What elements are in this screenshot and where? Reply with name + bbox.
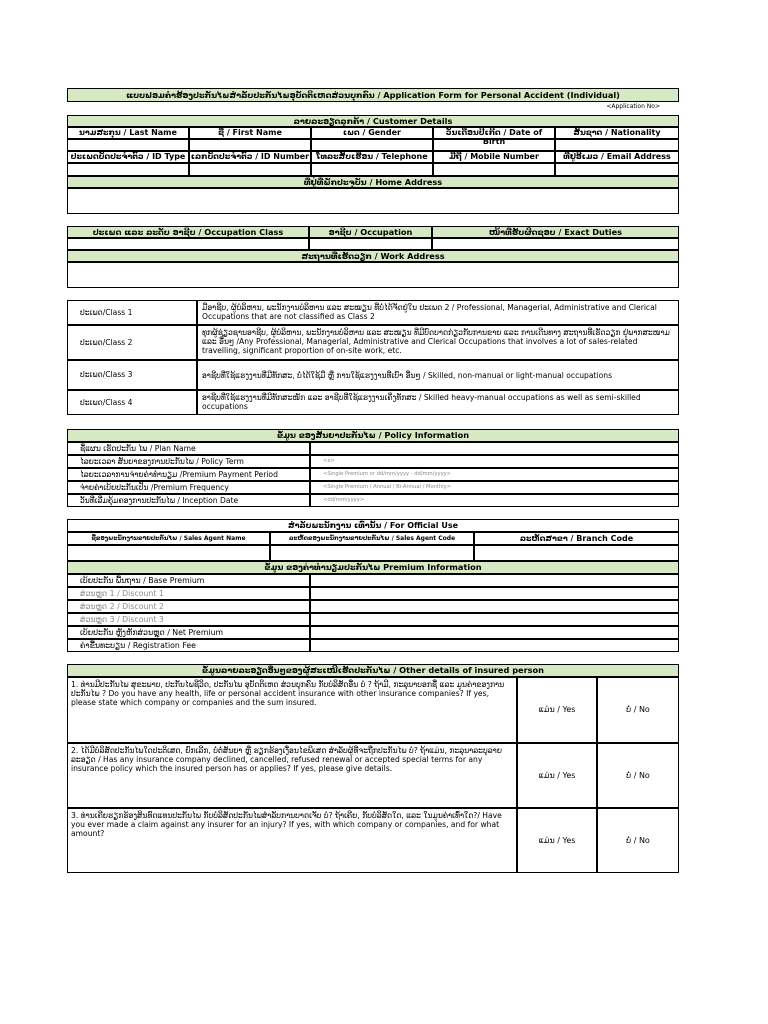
discount-3-field[interactable] (310, 613, 679, 626)
nationality-field[interactable] (555, 139, 679, 151)
dob-field[interactable] (433, 139, 555, 151)
branch-code-label: ລະຫັດສາຂາ / Branch Code (474, 532, 679, 545)
sales-agent-name-label: ຊື່ຂອງພະນັກງານຂາຍປະກັນໄພ / Sales Agent Name (67, 532, 270, 545)
class-2-description: ທຸກຜູ້ຊ່ຽວຊານອາຊີບ, ຜູ້ບໍລິຫານ, ພະນັກງານບໍລິຫານ ແລະ ສະໝຽນ ທີ່ມີບົດບາດກ່ຽວກັບການຂາຍ ແລະ ການເດີນທາງ ສະຖານທີ່ເຮັດວຽກ ຢູ່ພາກສະໜາມ ແລະ ອື່ນໆ /Any Professional, Managerial, Administrative and Clerical Occupations that involves a lot of sales-related travelling, significant proportion of on-site work, etc. (197, 325, 679, 360)
first-name-field[interactable] (189, 139, 311, 151)
question-2-yes[interactable]: ແມ່ນ / Yes (517, 743, 597, 808)
discount-1-label: ສ່ວນຫຼຸດ 1 / Discount 1 (67, 587, 310, 600)
class-4-description: ອາຊີບທີ່ໃຊ້ແຮງງານທີ່ມີທັກສະໜັກ ແລະ ອາຊີບທີ່ໃຊ້ແຮງງານເຄິ່ງທັກສະ / Skilled heavy-manual occupations as well as semi-skilled occupations (197, 390, 679, 415)
plan-name-field[interactable] (310, 442, 679, 455)
other-details-header: ຂໍ້ມູນລາຍລະອຽດອື່ນໆຂອງຜູ້ສະເໜີເຮັດປະກັນໄພ / Other details of insured person (67, 664, 679, 677)
nationality-label: ສັນຊາດ / Nationality (555, 127, 679, 139)
plan-name-label: ຊື່ແຜນ ເຮັດປະກັນ ໄພ / Plan Name (67, 442, 310, 455)
gender-label: ເພດ / Gender (311, 127, 433, 139)
policy-term-field[interactable]: <x> (310, 455, 679, 468)
occupation-class-label: ປະເພດ ແລະ ລະດັບ ອາຊີບ / Occupation Class (67, 226, 309, 238)
id-number-field[interactable] (189, 163, 311, 176)
home-address-label: ທີ່ຢູ່ທີ່ພັກປະຈຸບັນ / Home Address (67, 176, 679, 188)
policy-term-label: ໄລຍະເວລາ ສັນຍາຂອງການປະກັນໄພ / Policy Term (67, 455, 310, 468)
id-number-label: ເລກບັດປະຈຳຕົວ / ID Number (190, 152, 310, 161)
telephone-field[interactable] (311, 163, 433, 176)
discount-2-field[interactable] (310, 600, 679, 613)
work-address-field[interactable] (67, 262, 679, 288)
premium-information-header: ຂໍ້ມູນ ຂອງຄ່າທຳນຽມປະກັນໄພ Premium Information (67, 561, 679, 574)
class-2-label: ປະເພດ/Class 2 (67, 325, 197, 360)
gender-field[interactable] (311, 139, 433, 151)
premium-frequency-field[interactable]: <Single Premium / Annual / Bi-Annual / Monthly> (310, 481, 679, 494)
discount-1-field[interactable] (310, 587, 679, 600)
registration-fee-label: ຄ່າຂື້ນທະບຽນ / Registration Fee (67, 639, 310, 652)
sales-agent-code-field[interactable] (270, 545, 474, 561)
question-1: 1. ທ່ານມີປະກັນໄພ ສຸຂະພາບ, ປະກັນໄພຊີວິດ, ປະກັນໄພ ອຸບັດຕິເຫດ ສ່ວນບຸກຄົນ ກັບບໍລິສັດອື່ນ ບໍ ? ຖ້າມີ, ກະລຸນາບອກຊື່ ແລະ ມູນຄ່າຂອງການປະກັນໄພ ? Do you have any health, life or personal accident insurance with other insurance companies? If yes, please state which company or companies and the sum insured. (67, 677, 517, 743)
discount-3-label: ສ່ວນຫຼຸດ 3 / Discount 3 (67, 613, 310, 626)
question-3-no[interactable]: ບໍ່ / No (597, 808, 679, 873)
class-1-label: ປະເພດ/Class 1 (67, 300, 197, 325)
base-premium-label: ເບ້ຍປະກັນ ພື້ນຖານ / Base Premium (67, 574, 310, 587)
form-title: ແບບຟອມຄຳຮ້ອງປະກັນໄພສຳລັບປະກັນໄພອຸບັດຕິເຫດສ່ວນບຸກຄົນ / Application Form for Personal Accident (Individual) (67, 88, 679, 102)
question-2: 2. ໄດ້ມີບໍລິສັດປະກັນໄພໃດປະຕິເສດ, ຍົກເລີກ, ບໍ່ຕໍ່ສັນຍາ ຫຼື ຮຽກຮ້ອງເງື່ອນໄຂພິເສດ ສຳລັບຜູ້ທີ່ຈະຖືກປະກັນໄພ ບໍ? ຖ້າແມ່ນ, ກະລຸນາລະບຸລາຍລະອຽດ / Has any insurance company declined, cancelled, refused renewal or accepted special terms for any insurance policy which the insured person has or applies? If yes, please give details. (67, 743, 517, 808)
last-name-label: ນາມສະກຸນ / Last Name (67, 127, 189, 139)
sales-agent-name-field[interactable] (67, 545, 270, 561)
mobile-field[interactable] (433, 163, 555, 176)
inception-date-field[interactable]: <dd/mm/yyyy> (310, 494, 679, 507)
email-label: ທີ່ຢູ່ອີເມວ / Email Address (555, 151, 679, 163)
exact-duties-label: ໜ້າທີ່ຮັບຜິດຊອບ / Exact Duties (432, 226, 679, 238)
first-name-label: ຊື່ / First Name (189, 127, 311, 139)
policy-information-header: ຂໍ້ມູນ ຂອງສັນຍາປະກັນໄພ / Policy Information (67, 429, 679, 442)
class-1-description: ມືອາຊີບ, ຜູ້ບໍລິຫານ, ພະນັກງານບໍລິຫານ ແລະ ສະໝຽນ ທີ່ບໍ່ໄດ້ຈັດຢູ່ໃນ ປະເພດ 2 / Professional, Managerial, Administrative and Clerical Occupations that are not classified as Class 2 (197, 300, 679, 325)
official-use-header: ສຳລັບພະນັກງານ ເທົ່ານັ້ນ / For Official Use (67, 519, 679, 532)
class-3-label: ປະເພດ/Class 3 (67, 360, 197, 390)
discount-2-label: ສ່ວນຫຼຸດ 2 / Discount 2 (67, 600, 310, 613)
net-premium-label: ເບ້ຍປະກັນ ຫຼັງຫັກສ່ວນຫຼຸດ / Net Premium (67, 626, 310, 639)
question-2-no[interactable]: ບໍ່ / No (597, 743, 679, 808)
occupation-label: ອາຊີບ / Occupation (309, 226, 432, 238)
question-3-yes[interactable]: ແມ່ນ / Yes (517, 808, 597, 873)
class-3-description: ອາຊີບທີ່ໃຊ້ແຮງງານທີ່ມີທັກສະ, ບໍ່ໄດ້ໃຊ້ມື ຫຼື ການໃຊ້ແຮງງານທີ່ເບົາ ອື່ນໆ / Skilled, non-manual or light-manual occupations (197, 360, 679, 390)
customer-details-header: ລາຍລະອຽດລູກຄ້າ / Customer Details (67, 115, 679, 127)
telephone-label: ໂທລະສັບເຮືອນ / Telephone (311, 151, 433, 163)
question-1-no[interactable]: ບໍ່ / No (597, 677, 679, 743)
question-1-yes[interactable]: ແມ່ນ / Yes (517, 677, 597, 743)
occupation-class-field[interactable] (67, 238, 309, 250)
id-type-label: ປະເພດບັດປະຈຳຕົວ / ID Type (67, 151, 189, 163)
exact-duties-field[interactable] (432, 238, 679, 250)
inception-date-label: ວັນທີ່ເລີ່ມຄຸ້ມຄອງການປະກັນໄພ / Inception Date (67, 494, 310, 507)
mobile-label: ມືຖື / Mobile Number (433, 151, 555, 163)
class-4-label: ປະເພດ/Class 4 (67, 390, 197, 415)
registration-fee-field[interactable] (310, 639, 679, 652)
work-address-label: ສະຖານທີ່ເຮັດວຽກ / Work Address (67, 250, 679, 262)
branch-code-field[interactable] (474, 545, 679, 561)
premium-payment-period-field[interactable]: <Single Premium or dd/mm/yyyy - dd/mm/yyyy> (310, 468, 679, 481)
premium-frequency-label: ຈ່າຍຄ່າເບ້ຍປະກັນເປັນ /Premium Frequency (67, 481, 310, 494)
sales-agent-code-label: ລະຫັດຂອງພະນັກງານຂາຍປະກັນໄພ / Sales Agent Code (270, 532, 474, 545)
premium-payment-period-label: ໄລຍະເວລາການຈ່າຍຄ່າທຳນຽມ /Premium Payment Period (67, 468, 310, 481)
home-address-field[interactable] (67, 188, 679, 214)
dob-label: ວັນເດືອນປີເກີດ / Date of Birth (433, 127, 555, 139)
last-name-field[interactable] (67, 139, 189, 151)
base-premium-field[interactable] (310, 574, 679, 587)
application-number: <Application No> (606, 103, 660, 110)
id-type-field[interactable] (67, 163, 189, 176)
email-field[interactable] (555, 163, 679, 176)
net-premium-field[interactable] (310, 626, 679, 639)
occupation-field[interactable] (309, 238, 432, 250)
question-3: 3. ທ່ານເຄີຍຮຽກຮ້ອງສິນທົດແທນປະກັນໄພ ກັບບໍລິສັດປະກັນໄພສຳລັບການບາດເຈັບ ບໍ? ຖ້າເຄີຍ, ກັບບໍລິສັດໃດ, ແລະ ໃນມູນຄ່າເທົ່າໃດ?/ Have you ever made a claim against any insurer for an injury? If yes, with which company or companies, and for what amount? (67, 808, 517, 873)
